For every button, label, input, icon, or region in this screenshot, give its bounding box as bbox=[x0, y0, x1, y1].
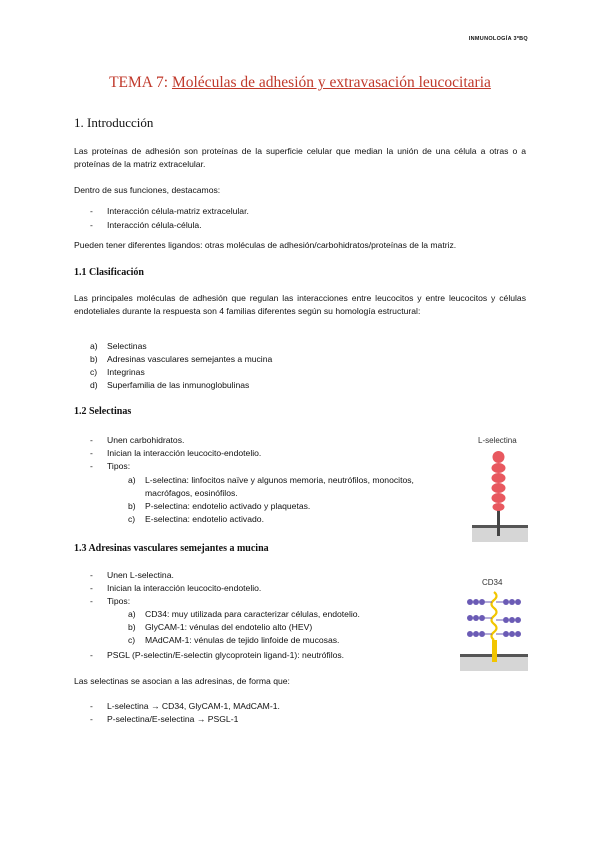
title-text: Moléculas de adhesión y extravasación leucocitaria bbox=[171, 74, 491, 91]
title-number: TEMA 7: bbox=[109, 74, 169, 91]
ligands-paragraph: Pueden tener diferentes ligandos: otras moléculas de adhesión/carbohidratos/proteínas de la matriz. bbox=[74, 240, 457, 250]
l-selectin-diagram bbox=[470, 432, 530, 547]
page-title bbox=[0, 74, 600, 92]
figure-label: CD34 bbox=[482, 578, 503, 587]
list-item-continuation: macrófagos, eosinófilos. bbox=[145, 488, 238, 498]
section-1-heading: 1. Introducción bbox=[74, 115, 154, 130]
section-1-3-heading: 1.3 Adresinas vasculares semejantes a mucina bbox=[74, 543, 269, 554]
figure-label: L-selectina bbox=[478, 436, 517, 445]
section-1-1-heading: 1.1 Clasificación bbox=[74, 267, 144, 278]
intro-paragraph: Las proteínas de adhesión son proteínas de la superficie celular que median la unión de una célula a otras o a proteínas de la matriz extracelular. bbox=[74, 146, 526, 170]
l-selectin-figure bbox=[470, 432, 530, 547]
functions-intro: Dentro de sus funciones, destacamos: bbox=[74, 185, 221, 195]
cd34-diagram bbox=[458, 578, 530, 673]
section-1-2-heading: 1.2 Selectinas bbox=[74, 406, 132, 417]
cd34-figure bbox=[458, 578, 530, 673]
classification-paragraph: Las principales moléculas de adhesión que regulan las interacciones entre leucocitos y entre leucocitos y células endoteliales durante la respuesta son 4 familias diferentes según su homología estructural: bbox=[74, 293, 526, 317]
header-tag: INMUNOLOGÍA 3ºBQ bbox=[468, 36, 528, 42]
closing-paragraph: Las selectinas se asocian a las adresinas, de forma que: bbox=[74, 676, 290, 686]
